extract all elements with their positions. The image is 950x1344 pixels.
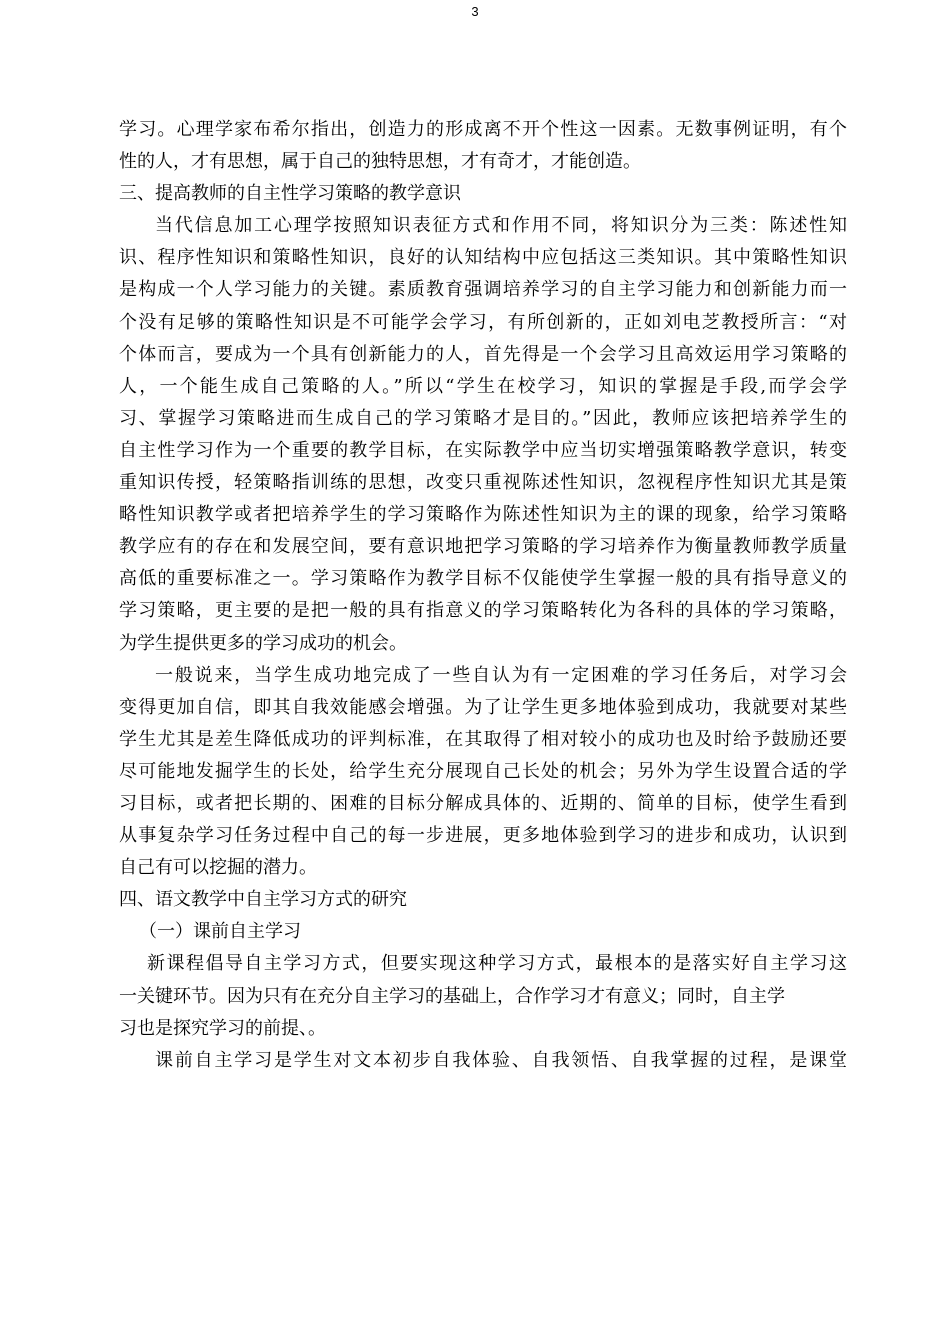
text-line: 重知识传授，轻策略指训练的思想，改变只重视陈述性知识，忽视程序性知识尤其是策 bbox=[119, 472, 847, 494]
text-line: 习也是探究学习的前提、。 bbox=[119, 1017, 326, 1039]
text-line: 从事复杂学习任务过程中自己的每一步进展，更多地体验到学习的进步和成功，认识到 bbox=[119, 825, 847, 847]
text-line: 略性知识教学或者把培养学生的学习策略作为陈述性知识为主的课的现象，给学习策略 bbox=[119, 504, 847, 526]
text-line: 个没有足够的策略性知识是不可能学会学习，有所创新的，正如刘电芝教授所言：“对 bbox=[119, 311, 847, 333]
text-line: 学习。心理学家布希尔指出，创造力的形成离不开个性这一因素。无数事例证明，有个 bbox=[119, 119, 847, 140]
text-line: 新课程倡导自主学习方式，但要实现这种学习方式，最根本的是落实好自主学习这 bbox=[147, 953, 847, 975]
document-body bbox=[119, 114, 847, 1077]
text-line: 个体而言，要成为一个具有创新能力的人，首先得是一个会学习且高效运用学习策略的 bbox=[119, 343, 847, 365]
text-line: 性的人，才有思想，属于自己的独特思想，才有奇才，才能创造。 bbox=[119, 151, 641, 173]
text-line: 人，一个能生成自己策略的人。”所以“学生在校学习，知识的掌握是手段,而学会学 bbox=[119, 375, 847, 397]
text-line: 教学应有的存在和发展空间，要有意识地把学习策略的学习培养作为衡量教师教学质量 bbox=[119, 536, 847, 558]
text-line: 为学生提供更多的学习成功的机会。 bbox=[119, 632, 407, 654]
section-heading: 三、提高教师的自主性学习策略的教学意识 bbox=[119, 183, 461, 205]
text-line: 学生尤其是差生降低成功的评判标准，在其取得了相对较小的成功也及时给予鼓励还要 bbox=[119, 728, 847, 750]
subsection-heading: （一）课前自主学习 bbox=[139, 921, 301, 943]
text-line: 高低的重要标准之一。学习策略作为教学目标不仅能使学生掌握一般的具有指导意义的 bbox=[119, 568, 847, 590]
text-line: 习目标，或者把长期的、困难的目标分解成具体的、近期的、简单的目标，使学生看到 bbox=[119, 792, 847, 814]
text-line: 一关键环节。因为只有在充分自主学习的基础上，合作学习才有意义；同时，自主学 bbox=[119, 985, 785, 1007]
text-line: 识、程序性知识和策略性知识，良好的认知结构中应包括这三类知识。其中策略性知识 bbox=[119, 247, 847, 269]
text-line: 自主性学习作为一个重要的教学目标，在实际教学中应当切实增强策略教学意识，转变 bbox=[119, 439, 847, 461]
text-line: 习、掌握学习策略进而生成自己的学习策略才是目的。”因此，教师应该把培养学生的 bbox=[119, 407, 847, 429]
text-line: 是构成一个人学习能力的关键。素质教育强调培养学习的自主学习能力和创新能力而一 bbox=[119, 279, 847, 301]
text-line: 变得更加自信，即其自我效能感会增强。为了让学生更多地体验到成功，我就要对某些 bbox=[119, 696, 847, 718]
text-line: 课前自主学习是学生对文本初步自我体验、自我领悟、自我掌握的过程，是课堂 bbox=[155, 1049, 847, 1071]
page-number: 3 bbox=[471, 4, 479, 19]
text-line: 当代信息加工心理学按照知识表征方式和作用不同，将知识分为三类：陈述性知 bbox=[155, 215, 847, 237]
text-line: 自己有可以挖掘的潜力。 bbox=[119, 857, 317, 879]
text-line: 学习策略，更主要的是把一般的具有指意义的学习策略转化为各科的具体的学习策略， bbox=[119, 600, 847, 622]
section-heading: 四、语文教学中自主学习方式的研究 bbox=[119, 889, 407, 911]
text-line: 尽可能地发掘学生的长处，给学生充分展现自己长处的机会；另外为学生设置合适的学 bbox=[119, 760, 847, 782]
text-line: 一般说来，当学生成功地完成了一些自认为有一定困难的学习任务后，对学习会 bbox=[155, 664, 847, 686]
